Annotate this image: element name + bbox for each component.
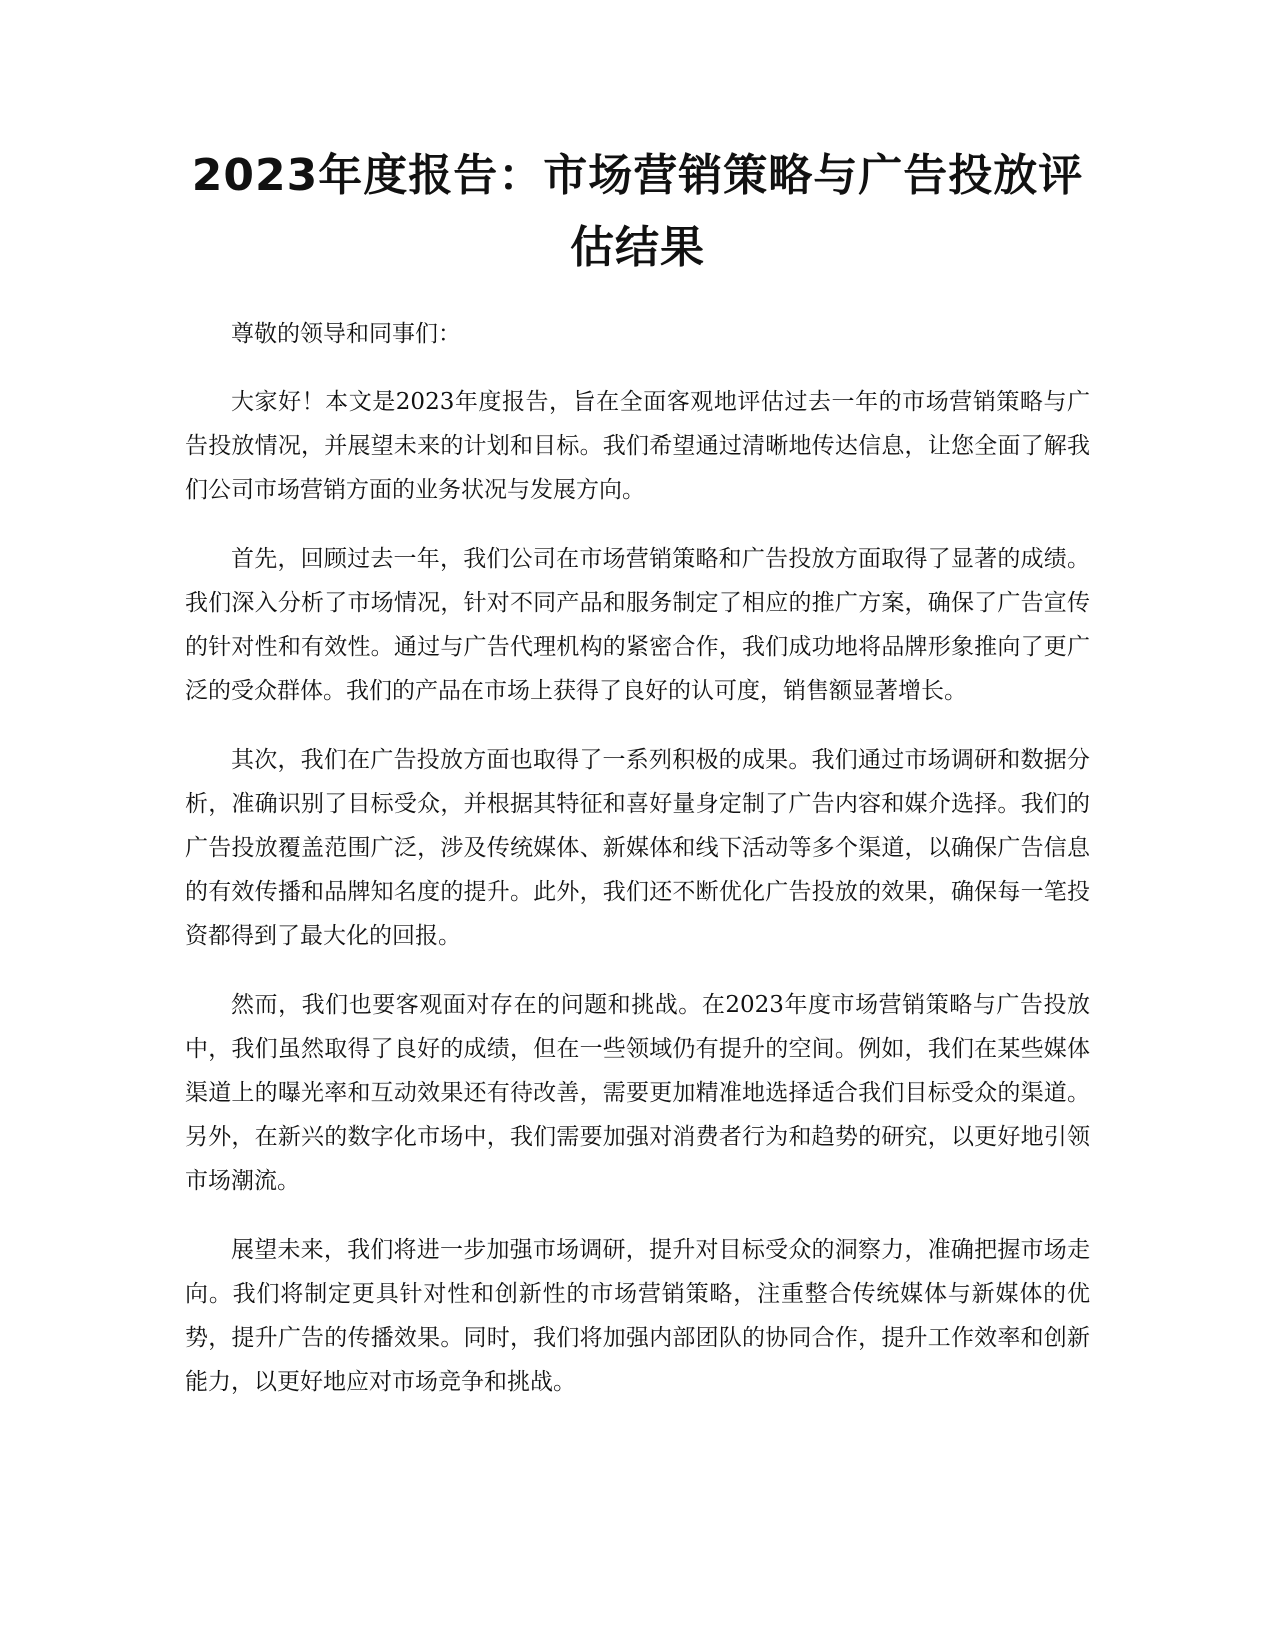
greeting: 尊敬的领导和同事们：: [231, 321, 461, 347]
document-title: 2023年度报告：市场营销策略与广告投放评估结果: [191, 150, 1084, 273]
paragraph-review: 首先，回顾过去一年，我们公司在市场营销策略和广告投放方面取得了显著的成绩。我们深入分析了市场情况，针对不同产品和服务制定了相应的推广方案，确保了广告宣传的针对性和有效性。通过与广告代理机构的紧密合作，我们成功地将品牌形象推向了更广泛的受众群体。我们的产品在市场上获得了良好的认可度，销售额显著增长。: [185, 546, 1090, 704]
paragraph-outlook: 展望未来，我们将进一步加强市场调研，提升对目标受众的洞察力，准确把握市场走向。我们将制定更具针对性和创新性的市场营销策略，注重整合传统媒体与新媒体的优势，提升广告的传播效果。同时，我们将加强内部团队的协同合作，提升工作效率和创新能力，以更好地应对市场竞争和挑战。: [185, 1237, 1090, 1395]
paragraph-challenges: 然而，我们也要客观面对存在的问题和挑战。在2023年度市场营销策略与广告投放中，我们虽然取得了良好的成绩，但在一些领域仍有提升的空间。例如，我们在某些媒体渠道上的曝光率和互动效果还有待改善，需要更加精准地选择适合我们目标受众的渠道。另外，在新兴的数字化市场中，我们需要加强对消费者行为和趋势的研究，以更好地引领市场潮流。: [185, 992, 1090, 1194]
paragraph-intro: 大家好！本文是2023年度报告，旨在全面客观地评估过去一年的市场营销策略与广告投放情况，并展望未来的计划和目标。我们希望通过清晰地传达信息，让您全面了解我们公司市场营销方面的业务状况与发展方向。: [185, 389, 1090, 503]
document-page: [185, 140, 1090, 1404]
paragraph-ad-results: 其次，我们在广告投放方面也取得了一系列积极的成果。我们通过市场调研和数据分析，准确识别了目标受众，并根据其特征和喜好量身定制了广告内容和媒介选择。我们的广告投放覆盖范围广泛，涉及传统媒体、新媒体和线下活动等多个渠道，以确保广告信息的有效传播和品牌知名度的提升。此外，我们还不断优化广告投放的效果，确保每一笔投资都得到了最大化的回报。: [185, 747, 1090, 949]
